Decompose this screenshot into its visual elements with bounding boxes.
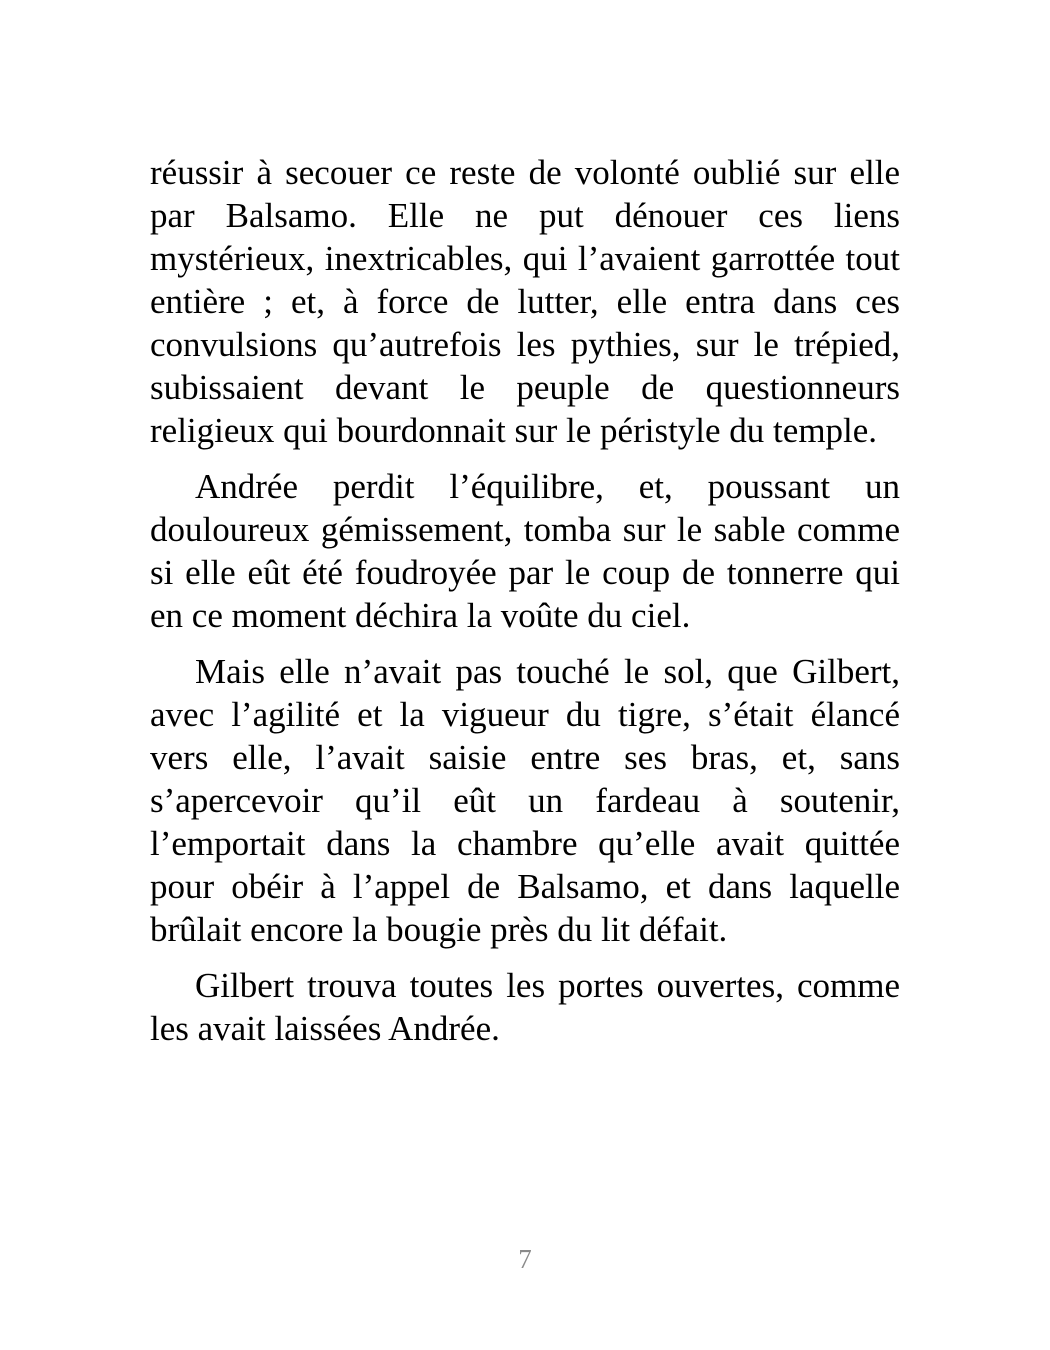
paragraph: Mais elle n’avait pas touché le sol, que Gilbert, avec l’agilité et la vigueur du tigre, s’était élancé vers elle, l’avait saisie entre ses bras, et, sans s’apercevoir qu’il eût un fardeau à soutenir, l’emportait dans la chambre qu’elle avait quittée pour obéir à l’appel de Balsamo, et dans laquelle brûlait encore la bougie près du lit défait. (150, 652, 900, 949)
paragraph: Andrée perdit l’équilibre, et, poussant un douloureux gémissement, tomba sur le sable comme si elle eût été foudroyée par le coup de tonnerre qui en ce moment déchira la voûte du ciel. (150, 467, 900, 635)
page-number: 7 (518, 1244, 532, 1274)
body-text (150, 151, 900, 1063)
paragraph-continued: réussir à secouer ce reste de volonté oublié sur elle par Balsamo. Elle ne put dénouer ces liens mystérieux, inextricables, qui l’avaient garrottée tout entière ; et, à force de lutter, elle entra dans ces convulsions qu’autrefois les pythies, sur le trépied, subissaient devant le peuple de questionneurs religieux qui bourdonnait sur le péristyle du temple. (150, 153, 900, 450)
paragraph: Gilbert trouva toutes les portes ouvertes, comme les avait laissées Andrée. (150, 966, 900, 1048)
